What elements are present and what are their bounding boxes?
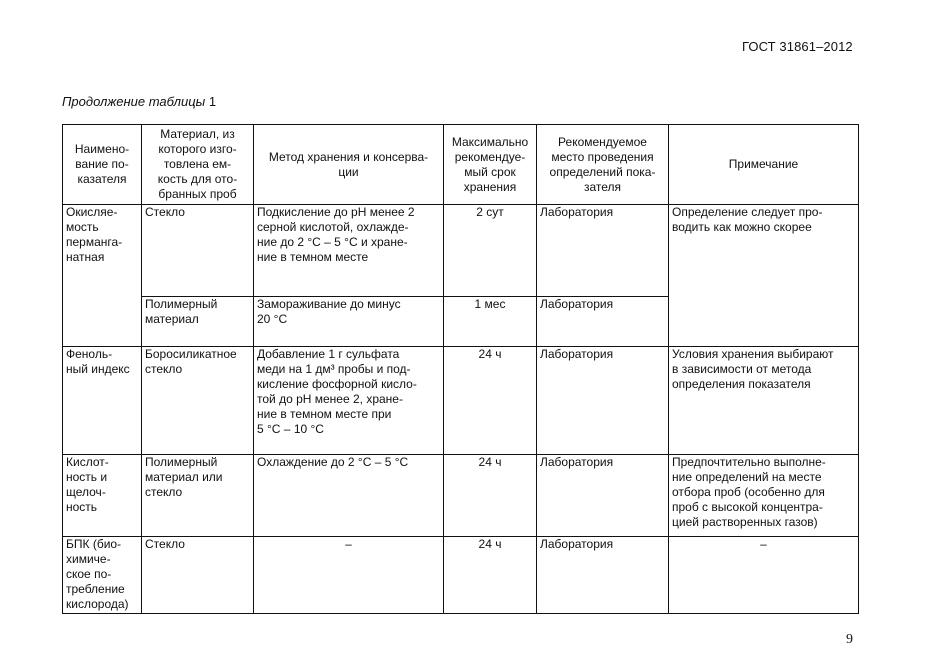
cell-storage-term: 2 сут <box>444 205 537 297</box>
header-indicator: Наимено- вание по- казателя <box>63 125 142 205</box>
cell-method: Подкисление до pH менее 2 серной кислотой, охлажде- ние до 2 °С – 5 °С и хране- ние в темном месте <box>254 205 444 297</box>
cell-storage-term: 24 ч <box>444 347 537 455</box>
cell-indicator: Кислот- ность и щелоч- ность <box>63 455 142 537</box>
cell-place: Лаборатория <box>537 455 669 537</box>
table-caption <box>62 94 216 109</box>
page-number: 9 <box>846 632 853 647</box>
table-row <box>63 205 859 297</box>
storage-conditions-table <box>62 124 859 614</box>
cell-material: Стекло <box>142 537 254 614</box>
cell-indicator: Феноль- ный индекс <box>63 347 142 455</box>
cell-method: Добавление 1 г сульфата меди на 1 дм³ пробы и под- кисление фосфорной кисло- той до pH менее 2, хране- ние в темном месте при 5 °С – 10 °С <box>254 347 444 455</box>
header-note: Примечание <box>669 125 859 205</box>
cell-place: Лаборатория <box>537 347 669 455</box>
cell-method: Замораживание до минус 20 °С <box>254 297 444 347</box>
cell-place: Лаборатория <box>537 205 669 297</box>
table-caption-label: Продолжение таблицы <box>62 94 206 109</box>
cell-note: – <box>669 537 859 614</box>
cell-storage-term: 1 мес <box>444 297 537 347</box>
table-row <box>63 537 859 614</box>
cell-material: Боросиликатное стекло <box>142 347 254 455</box>
table-row <box>63 455 859 537</box>
header-material: Материал, из которого изго- товлена ем- кость для ото- бранных проб <box>142 125 254 205</box>
cell-material: Полимерный материал <box>142 297 254 347</box>
cell-storage-term: 24 ч <box>444 455 537 537</box>
header-method: Метод хранения и консерва- ции <box>254 125 444 205</box>
cell-storage-term: 24 ч <box>444 537 537 614</box>
cell-place: Лаборатория <box>537 537 669 614</box>
cell-method: Охлаждение до 2 °С – 5 °С <box>254 455 444 537</box>
cell-indicator: БПК (био- химиче- ское по- требление кислорода) <box>63 537 142 614</box>
cell-note: Предпочтительно выполне- ние определений на месте отбора проб (особенно для проб с высокой концентра- цией растворенных газов) <box>669 455 859 537</box>
cell-material: Стекло <box>142 205 254 297</box>
header-storage-term: Максимально рекомендуе- мый срок хранения <box>444 125 537 205</box>
header-place: Рекомендуемое место проведения определений пока- зателя <box>537 125 669 205</box>
document-code: ГОСТ 31861–2012 <box>742 39 853 54</box>
cell-note: Условия хранения выбирают в зависимости от метода определения показателя <box>669 347 859 455</box>
table-header-row <box>63 125 859 205</box>
table-row <box>63 347 859 455</box>
cell-method: – <box>254 537 444 614</box>
cell-material: Полимерный материал или стекло <box>142 455 254 537</box>
cell-note: Определение следует про- водить как можно скорее <box>669 205 859 347</box>
table-caption-number: 1 <box>205 94 217 109</box>
cell-place: Лаборатория <box>537 297 669 347</box>
cell-indicator: Окисляе- мость перманга- натная <box>63 205 142 347</box>
